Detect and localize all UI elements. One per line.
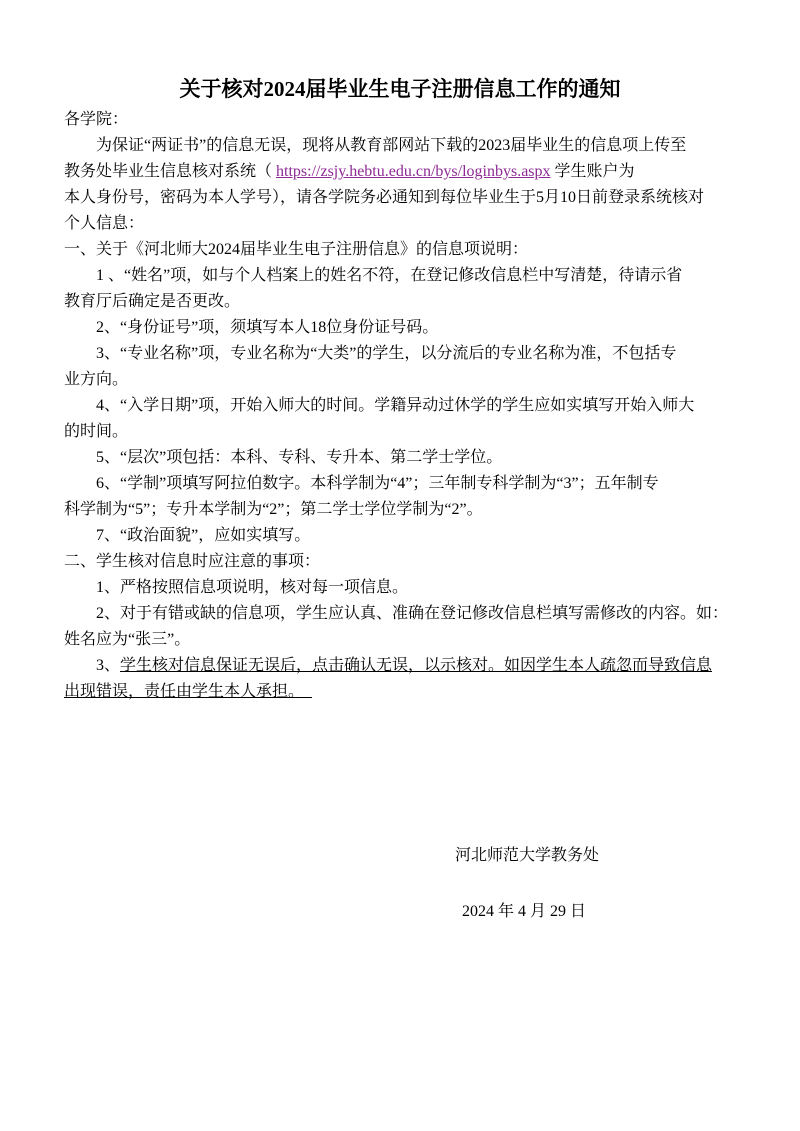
section1-item6-line1: 6、“学制”项填写阿拉伯数字。本科学制为“4”；三年制专科学制为“3”；五年制专: [96, 475, 659, 492]
para1-line2-pre: 教务处毕业生信息核对系统（: [64, 163, 277, 180]
section1-item4-line2: 的时间。: [64, 423, 129, 440]
section2-item3-prefix: 3、: [96, 657, 121, 674]
section2-item3-line1: [64, 653, 736, 679]
signature: 河北师范大学教务处: [455, 847, 600, 864]
date: 2024 年 4 月 29 日: [462, 903, 587, 920]
section1-item2: 2、“身份证号”项，须填写本人18位身份证号码。: [96, 319, 439, 336]
section1-item4-line1: 4、“入学日期”项，开始入师大的时间。学籍异动过休学的学生应如实填写开始入师大: [96, 397, 695, 414]
para1-line4: 个人信息：: [64, 215, 145, 232]
login-system-link[interactable]: https://zsjy.hebtu.edu.cn/bys/loginbys.aspx: [276, 163, 551, 180]
section1-item6-line2: 科学制为“5”；专升本学制为“2”；第二学士学位学制为“2”。: [64, 501, 483, 518]
section2-heading: 二、学生核对信息时应注意的事项：: [64, 553, 321, 570]
section2-item3-line2: [64, 679, 736, 705]
section2-item2-line2: 姓名应为“张三”。: [64, 631, 191, 648]
section2-item3-underlined-text: 学生核对信息保证无误后，点击确认无误，以示核对。如因学生本人疏忽而导致信息: [120, 657, 713, 674]
para1-line3: 本人身份号，密码为本人学号），请各学院务必通知到每位毕业生于5月10日前登录系统核对: [64, 189, 705, 206]
section1-item1-line1: 1 、“姓名”项，如与个人档案上的姓名不符，在登记修改信息栏中写清楚，待请示省: [96, 267, 683, 284]
section1-item3-line2: 业方向。: [64, 371, 129, 388]
section2-item3-underlined-text2: 出现错误，责任由学生本人承担。: [64, 683, 313, 700]
section2-item1: 1、严格按照信息项说明，核对每一项信息。: [96, 579, 409, 596]
para1-line2: [64, 159, 736, 185]
section1-heading: 一、关于《河北师大2024届毕业生电子注册信息》的信息项说明：: [64, 241, 529, 258]
section1-item5: 5、“层次”项包括：本科、专科、专升本、第二学士学位。: [96, 449, 503, 466]
page-title: 关于核对2024届毕业生电子注册信息工作的通知: [179, 77, 621, 101]
section1-item1-line2: 教育厅后确定是否更改。: [64, 293, 241, 310]
salutation: 各学院：: [64, 111, 129, 128]
section1-item3-line1: 3、“专业名称”项，专业名称为“大类”的学生，以分流后的专业名称为准，不包括专: [96, 345, 677, 362]
para1-line1: 为保证“两证书”的信息无误，现将从教育部网站下载的2023届毕业生的信息项上传至: [96, 137, 687, 154]
para1-line2-post: 学生账户为: [550, 163, 635, 180]
section2-item2-line1: 2、对于有错或缺的信息项，学生应认真、准确在登记修改信息栏填写需修改的内容。如：: [96, 605, 729, 622]
section1-item7: 7、“政治面貌”，应如实填写。: [96, 527, 311, 544]
